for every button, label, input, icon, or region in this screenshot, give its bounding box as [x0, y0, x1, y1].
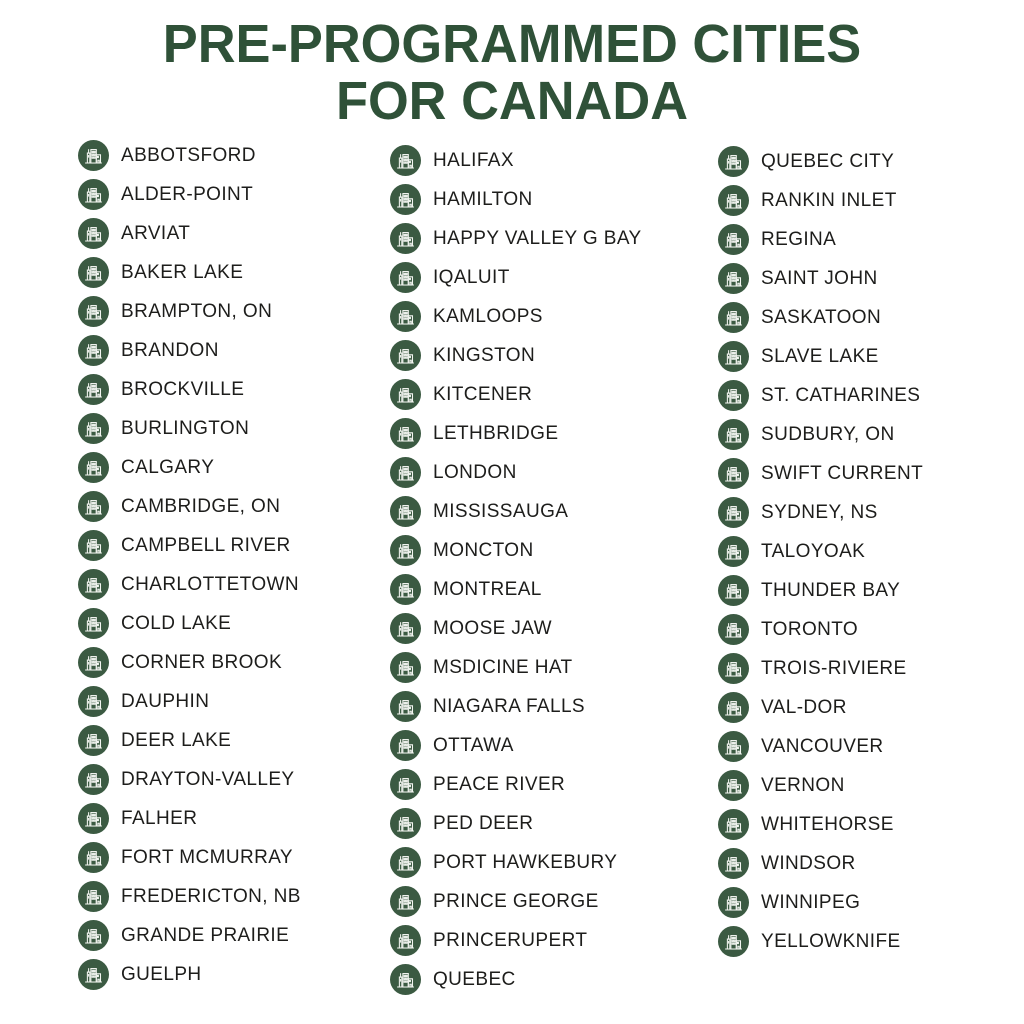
city-buildings-icon [78, 686, 109, 717]
city-buildings-icon [390, 613, 421, 644]
city-label: ARVIAT [121, 222, 191, 244]
list-item [718, 263, 923, 294]
list-item [390, 223, 642, 254]
list-item [78, 725, 301, 756]
city-label: IQALUIT [433, 266, 510, 288]
list-item [390, 808, 642, 839]
list-item [718, 809, 923, 840]
list-item [78, 530, 301, 561]
city-buildings-icon [390, 262, 421, 293]
list-item [390, 418, 642, 449]
city-column-2 [390, 145, 642, 995]
list-item [718, 458, 923, 489]
city-column-3 [718, 146, 923, 957]
page-title [15, 16, 1008, 130]
list-item [718, 146, 923, 177]
list-item [718, 653, 923, 684]
city-label: YELLOWKNIFE [761, 930, 901, 952]
page-title-line-2: FOR CANADA [335, 71, 689, 132]
city-label: KAMLOOPS [433, 305, 543, 327]
city-buildings-icon [390, 691, 421, 722]
city-buildings-icon [390, 301, 421, 332]
list-item [78, 686, 301, 717]
city-column-1 [78, 140, 301, 990]
city-label: LETHBRIDGE [433, 422, 559, 444]
list-item [390, 964, 642, 995]
city-label: PRINCERUPERT [433, 929, 588, 951]
city-label: CORNER BROOK [121, 651, 283, 673]
list-item [78, 179, 301, 210]
city-buildings-icon [78, 764, 109, 795]
city-buildings-icon [78, 491, 109, 522]
city-buildings-icon [78, 530, 109, 561]
city-label: MONCTON [433, 539, 534, 561]
city-label: SYDNEY, NS [761, 501, 878, 523]
city-label: DEER LAKE [121, 729, 232, 751]
list-item [78, 764, 301, 795]
list-item [718, 380, 923, 411]
list-item [718, 536, 923, 567]
list-item [390, 379, 642, 410]
list-item [390, 496, 642, 527]
city-buildings-icon [718, 185, 749, 216]
city-buildings-icon [78, 647, 109, 678]
list-item [390, 535, 642, 566]
list-item [718, 575, 923, 606]
list-item [78, 569, 301, 600]
city-label: ALDER-POINT [121, 183, 254, 205]
list-item [390, 301, 642, 332]
city-label: REGINA [761, 228, 837, 250]
city-buildings-icon [390, 457, 421, 488]
list-item [78, 296, 301, 327]
city-label: SAINT JOHN [761, 267, 878, 289]
city-label: PEACE RIVER [433, 773, 566, 795]
city-buildings-icon [390, 886, 421, 917]
city-buildings-icon [78, 374, 109, 405]
city-buildings-icon [718, 848, 749, 879]
list-item [78, 257, 301, 288]
city-label: MOOSE JAW [433, 617, 553, 639]
city-label: NIAGARA FALLS [433, 695, 585, 717]
city-label: HAPPY VALLEY G BAY [433, 227, 642, 249]
city-buildings-icon [718, 887, 749, 918]
list-item [78, 920, 301, 951]
city-label: BURLINGTON [121, 417, 250, 439]
city-label: CAMPBELL RIVER [121, 534, 291, 556]
city-label: CALGARY [121, 456, 215, 478]
list-item [390, 691, 642, 722]
city-label: MSDICINE HAT [433, 656, 573, 678]
city-label: MONTREAL [433, 578, 542, 600]
city-label: WINDSOR [761, 852, 856, 874]
city-label: FALHER [121, 807, 198, 829]
list-item [78, 842, 301, 873]
city-buildings-icon [718, 809, 749, 840]
list-item [390, 925, 642, 956]
city-buildings-icon [390, 496, 421, 527]
city-buildings-icon [78, 335, 109, 366]
city-label: ST. CATHARINES [761, 384, 921, 406]
city-buildings-icon [718, 653, 749, 684]
city-buildings-icon [718, 536, 749, 567]
city-buildings-icon [718, 614, 749, 645]
list-item [78, 647, 301, 678]
list-item [718, 731, 923, 762]
city-buildings-icon [390, 145, 421, 176]
city-buildings-icon [78, 218, 109, 249]
city-buildings-icon [718, 731, 749, 762]
city-buildings-icon [390, 184, 421, 215]
city-buildings-icon [78, 920, 109, 951]
city-label: WINNIPEG [761, 891, 861, 913]
city-label: CHARLOTTETOWN [121, 573, 299, 595]
city-buildings-icon [390, 847, 421, 878]
list-item [78, 335, 301, 366]
city-label: VANCOUVER [761, 735, 884, 757]
city-buildings-icon [390, 535, 421, 566]
city-label: QUEBEC [433, 968, 516, 990]
city-buildings-icon [718, 458, 749, 489]
city-buildings-icon [718, 770, 749, 801]
city-buildings-icon [78, 257, 109, 288]
city-buildings-icon [78, 881, 109, 912]
list-item [718, 614, 923, 645]
list-item [390, 886, 642, 917]
city-label: FORT MCMURRAY [121, 846, 293, 868]
list-item [78, 491, 301, 522]
city-buildings-icon [390, 223, 421, 254]
city-buildings-icon [390, 652, 421, 683]
city-label: HAMILTON [433, 188, 533, 210]
city-label: ABBOTSFORD [121, 144, 256, 166]
city-label: BRANDON [121, 339, 219, 361]
list-item [718, 419, 923, 450]
city-label: TROIS-RIVIERE [761, 657, 907, 679]
city-buildings-icon [718, 926, 749, 957]
city-buildings-icon [718, 380, 749, 411]
city-buildings-icon [718, 146, 749, 177]
list-item [390, 184, 642, 215]
city-buildings-icon [718, 419, 749, 450]
city-buildings-icon [78, 803, 109, 834]
list-item [78, 608, 301, 639]
city-buildings-icon [390, 418, 421, 449]
list-item [390, 730, 642, 761]
list-item [718, 887, 923, 918]
city-label: SASKATOON [761, 306, 882, 328]
list-item [390, 457, 642, 488]
city-label: QUEBEC CITY [761, 150, 895, 172]
city-label: BAKER LAKE [121, 261, 244, 283]
list-item [390, 574, 642, 605]
city-label: FREDERICTON, NB [121, 885, 301, 907]
city-buildings-icon [78, 296, 109, 327]
list-item [78, 803, 301, 834]
city-buildings-icon [78, 179, 109, 210]
city-buildings-icon [718, 341, 749, 372]
city-label: THUNDER BAY [761, 579, 901, 601]
city-label: TORONTO [761, 618, 859, 640]
city-buildings-icon [390, 574, 421, 605]
list-item [78, 218, 301, 249]
city-buildings-icon [718, 263, 749, 294]
city-buildings-icon [78, 842, 109, 873]
list-item [390, 613, 642, 644]
list-item [78, 881, 301, 912]
city-label: COLD LAKE [121, 612, 232, 634]
city-label: GRANDE PRAIRIE [121, 924, 290, 946]
city-buildings-icon [718, 575, 749, 606]
city-buildings-icon [78, 413, 109, 444]
list-item [390, 262, 642, 293]
city-label: SUDBURY, ON [761, 423, 895, 445]
city-buildings-icon [78, 725, 109, 756]
list-item [390, 847, 642, 878]
list-item [390, 340, 642, 371]
city-label: MISSISSAUGA [433, 500, 569, 522]
city-label: SWIFT CURRENT [761, 462, 924, 484]
city-label: PRINCE GEORGE [433, 890, 599, 912]
city-label: BRAMPTON, ON [121, 300, 273, 322]
list-item [718, 497, 923, 528]
list-item [718, 341, 923, 372]
list-item [78, 413, 301, 444]
city-label: CAMBRIDGE, ON [121, 495, 281, 517]
city-buildings-icon [390, 925, 421, 956]
page-title-line-1: PRE-PROGRAMMED CITIES [162, 14, 862, 74]
list-item [718, 302, 923, 333]
list-item [78, 959, 301, 990]
list-item [390, 145, 642, 176]
city-buildings-icon [78, 608, 109, 639]
city-label: KINGSTON [433, 344, 536, 366]
city-buildings-icon [390, 730, 421, 761]
city-buildings-icon [390, 769, 421, 800]
city-buildings-icon [718, 302, 749, 333]
city-label: PORT HAWKEBURY [433, 851, 618, 873]
city-buildings-icon [390, 379, 421, 410]
list-item [718, 926, 923, 957]
city-label: WHITEHORSE [761, 813, 894, 835]
city-label: GUELPH [121, 963, 202, 985]
city-label: SLAVE LAKE [761, 345, 879, 367]
city-label: VAL-DOR [761, 696, 847, 718]
city-label: VERNON [761, 774, 845, 796]
list-item [390, 652, 642, 683]
city-buildings-icon [390, 340, 421, 371]
city-label: LONDON [433, 461, 517, 483]
list-item [390, 769, 642, 800]
city-buildings-icon [78, 959, 109, 990]
city-buildings-icon [78, 140, 109, 171]
list-item [78, 140, 301, 171]
city-label: OTTAWA [433, 734, 514, 756]
list-item [718, 692, 923, 723]
list-item [718, 224, 923, 255]
city-label: PED DEER [433, 812, 534, 834]
city-buildings-icon [718, 497, 749, 528]
city-label: HALIFAX [433, 149, 514, 171]
city-label: TALOYOAK [761, 540, 866, 562]
list-item [718, 770, 923, 801]
city-label: DRAYTON-VALLEY [121, 768, 295, 790]
list-item [78, 452, 301, 483]
city-buildings-icon [78, 452, 109, 483]
list-item [718, 848, 923, 879]
city-label: RANKIN INLET [761, 189, 897, 211]
city-label: BROCKVILLE [121, 378, 245, 400]
city-buildings-icon [718, 224, 749, 255]
city-buildings-icon [718, 692, 749, 723]
city-label: KITCENER [433, 383, 533, 405]
city-label: DAUPHIN [121, 690, 210, 712]
city-buildings-icon [390, 964, 421, 995]
list-item [78, 374, 301, 405]
list-item [718, 185, 923, 216]
city-buildings-icon [78, 569, 109, 600]
city-buildings-icon [390, 808, 421, 839]
